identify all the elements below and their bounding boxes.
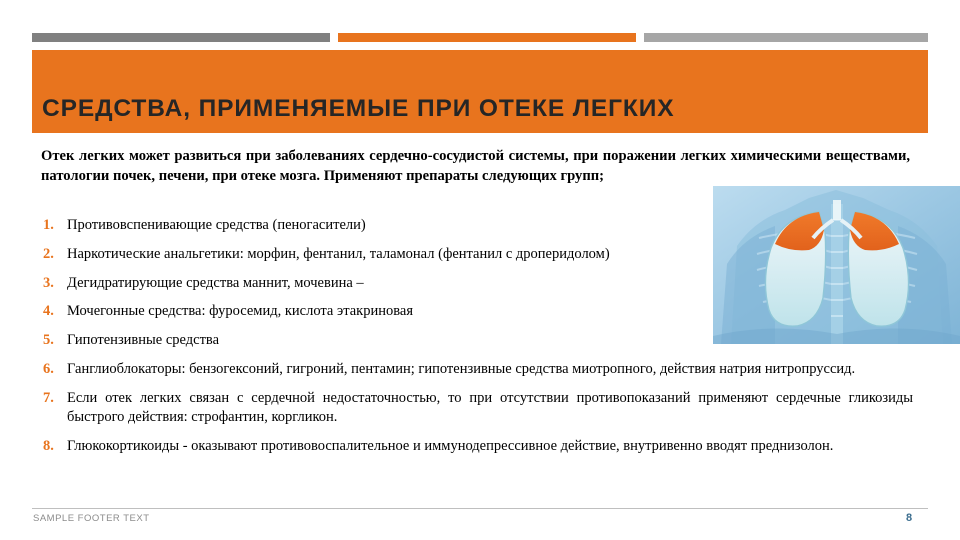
bar-segment-orange [338,33,636,42]
lungs-xray-image [713,186,960,344]
list-item-text: Гипотензивные средства [67,332,220,349]
list-item-number: 8. [43,437,54,454]
list-item-text: Мочегонные средства: фуросемид, кислота этакриновая [67,303,413,320]
list-item-number: 1. [43,217,54,233]
bar-segment-gray-right [644,33,928,42]
list-item-text: Глюкокортикоиды - оказывают противовоспалительное и иммунодепрессивное действие, внутривенно вводят преднизолон. [67,437,834,454]
list-item-text: Противовспенивающие средства (пеногасители) [67,217,366,233]
page-title: СРЕДСТВА, ПРИМЕНЯЕМЫЕ ПРИ ОТЕКЕ ЛЕГКИХ [42,95,675,122]
footer-divider [32,508,928,509]
list-item-number: 4. [43,303,54,320]
intro-paragraph: Отек легких может развиться при заболеваниях сердечно-сосудистой системы, при поражении легких химическими веществами, патологии почек, печени, при отеке мозга. Применяют препараты следующих групп; [41,148,910,185]
list-item-text: Наркотические анальгетики: морфин, фентанил, таламонал (фентанил с дроперидолом) [67,245,610,262]
list-item-number: 3. [43,274,54,291]
list-item-text: Дегидратирующие средства маннит, мочевина – [67,274,364,291]
list-item [41,360,913,379]
bar-gap-left [330,33,338,42]
list-item-number: 5. [43,332,54,349]
list-item-number: 6. [43,360,54,377]
list-item [41,389,913,428]
top-decoration-bars [32,33,928,42]
bar-segment-gray-left [32,33,330,42]
list-item-number: 2. [43,245,54,262]
footer-label: SAMPLE FOOTER TEXT [33,513,150,524]
page-number: 8 [906,512,913,524]
list-item-text: Ганглиоблокаторы: бензогексоний, гигроний, пентамин; гипотензивные средства миотропного, действия натрия нитропруссид. [67,360,856,377]
lungs-xray-icon [713,186,960,344]
list-item-number: 7. [43,389,54,406]
list-item-text: Если отек легких связан с сердечной недостаточностью, то при отсутствии противопоказаний применяют сердечные гликозиды быстрого действия: строфантин, коргликон. [67,389,913,425]
list-item [41,437,913,456]
bar-gap-right [636,33,644,42]
